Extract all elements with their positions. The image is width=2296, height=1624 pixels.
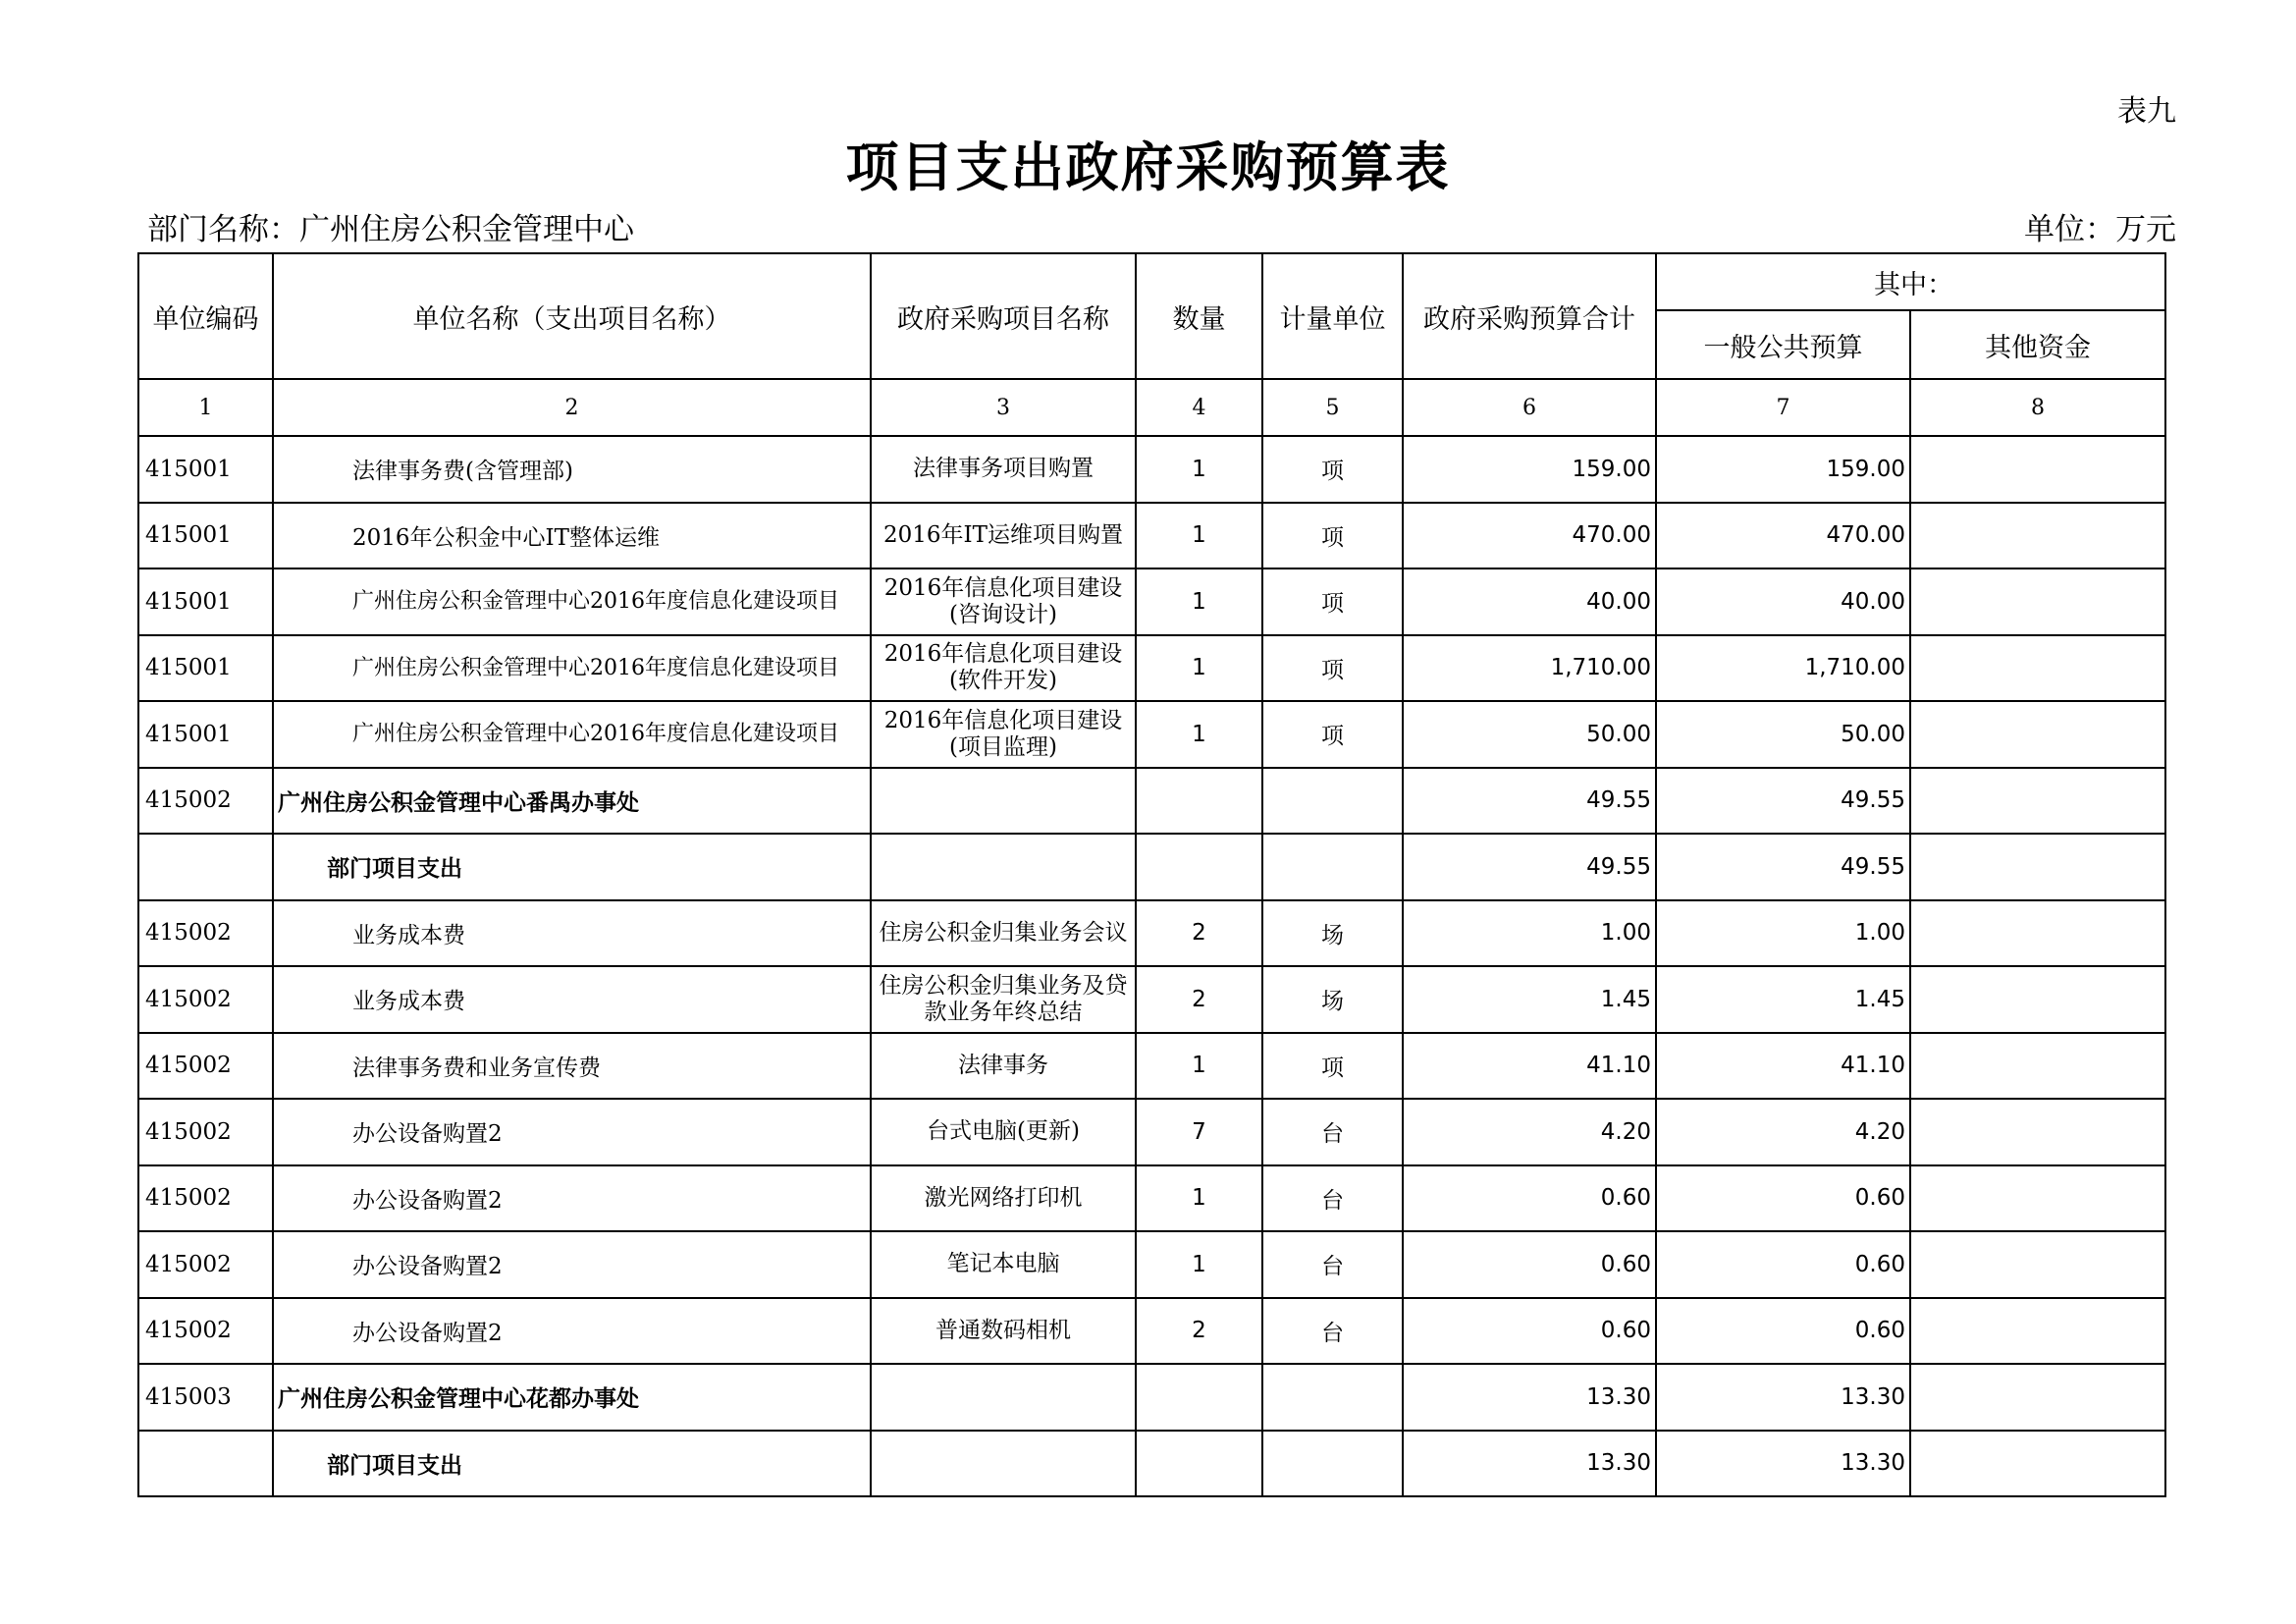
measure-unit-cell: 项 <box>1262 568 1403 635</box>
table-row <box>138 1431 2165 1497</box>
header-name: 单位名称（支出项目名称） <box>273 253 871 379</box>
general-budget-cell: 0.60 <box>1656 1298 1910 1365</box>
total-amount-cell: 4.20 <box>1403 1099 1656 1165</box>
procurement-item-cell: 普通数码相机 <box>871 1298 1136 1365</box>
procurement-item-cell <box>871 834 1136 900</box>
unit-name-text: 广州住房公积金管理中心2016年度信息化建设项目 <box>352 722 839 747</box>
unit-name-text: 法律事务费和业务宣传费 <box>352 1055 601 1081</box>
currency-unit: 单位：万元 <box>2024 212 2176 247</box>
total-amount-cell: 470.00 <box>1403 503 1656 569</box>
measure-unit-cell: 台 <box>1262 1099 1403 1165</box>
other-funds-cell <box>1910 1099 2165 1165</box>
table-row <box>138 966 2165 1033</box>
unit-name-text: 法律事务费(含管理部) <box>352 459 573 485</box>
total-amount-cell: 13.30 <box>1403 1364 1656 1431</box>
procurement-item-cell: 2016年IT运维项目购置 <box>871 503 1136 569</box>
header-of-which: 其中： <box>1656 253 2165 310</box>
measure-unit-cell: 项 <box>1262 436 1403 503</box>
general-budget-cell: 159.00 <box>1656 436 1910 503</box>
unit-code-cell <box>138 1431 273 1497</box>
table-row <box>138 635 2165 702</box>
general-budget-cell: 1.45 <box>1656 966 1910 1033</box>
measure-unit-cell: 台 <box>1262 1165 1403 1232</box>
unit-name-text: 部门项目支出 <box>327 855 462 883</box>
procurement-item-cell: 笔记本电脑 <box>871 1231 1136 1298</box>
unit-name-text: 办公设备购置2 <box>352 1121 503 1148</box>
unit-name-text: 广州住房公积金管理中心2016年度信息化建设项目 <box>352 655 839 680</box>
column-number: 6 <box>1403 379 1656 436</box>
unit-name-cell <box>273 1231 871 1298</box>
quantity-cell: 1 <box>1136 503 1262 569</box>
measure-unit-cell: 项 <box>1262 635 1403 702</box>
unit-code-cell: 415003 <box>138 1364 273 1431</box>
table-row <box>138 1231 2165 1298</box>
quantity-cell: 1 <box>1136 568 1262 635</box>
table-row <box>138 1298 2165 1365</box>
total-amount-cell: 0.60 <box>1403 1165 1656 1232</box>
measure-unit-cell: 项 <box>1262 1033 1403 1100</box>
unit-code-cell: 415001 <box>138 436 273 503</box>
column-number: 5 <box>1262 379 1403 436</box>
procurement-item-cell: 台式电脑(更新) <box>871 1099 1136 1165</box>
table-row <box>138 503 2165 569</box>
measure-unit-cell <box>1262 834 1403 900</box>
other-funds-cell <box>1910 900 2165 967</box>
unit-code-cell: 415002 <box>138 768 273 835</box>
unit-name-cell <box>273 1298 871 1365</box>
procurement-budget-table <box>137 252 2166 1497</box>
unit-name-text: 广州住房公积金管理中心2016年度信息化建设项目 <box>352 589 839 615</box>
quantity-cell: 1 <box>1136 701 1262 768</box>
table-row <box>138 1364 2165 1431</box>
unit-code-cell: 415002 <box>138 1033 273 1100</box>
table-row <box>138 436 2165 503</box>
other-funds-cell <box>1910 503 2165 569</box>
procurement-item-cell <box>871 1364 1136 1431</box>
unit-name-cell <box>273 635 871 702</box>
unit-code-cell: 415002 <box>138 1231 273 1298</box>
procurement-item-cell: 2016年信息化项目建设(项目监理) <box>871 701 1136 768</box>
other-funds-cell <box>1910 1431 2165 1497</box>
quantity-cell: 1 <box>1136 1165 1262 1232</box>
total-amount-cell: 41.10 <box>1403 1033 1656 1100</box>
table-row <box>138 1165 2165 1232</box>
quantity-cell: 2 <box>1136 900 1262 967</box>
unit-name-cell <box>273 1431 871 1497</box>
quantity-cell: 1 <box>1136 635 1262 702</box>
total-amount-cell: 40.00 <box>1403 568 1656 635</box>
unit-name-cell <box>273 1033 871 1100</box>
other-funds-cell <box>1910 1165 2165 1232</box>
procurement-item-cell: 激光网络打印机 <box>871 1165 1136 1232</box>
unit-code-cell: 415002 <box>138 1298 273 1365</box>
procurement-item-cell: 法律事务项目购置 <box>871 436 1136 503</box>
measure-unit-cell <box>1262 768 1403 835</box>
total-amount-cell: 50.00 <box>1403 701 1656 768</box>
measure-unit-cell: 台 <box>1262 1231 1403 1298</box>
table-row <box>138 768 2165 835</box>
procurement-item-cell: 2016年信息化项目建设(软件开发) <box>871 635 1136 702</box>
column-number: 8 <box>1910 379 2165 436</box>
unit-name-text: 办公设备购置2 <box>352 1320 503 1346</box>
page-title: 项目支出政府采购预算表 <box>845 135 1451 198</box>
table-number: 表九 <box>2117 94 2176 129</box>
unit-code-cell: 415002 <box>138 966 273 1033</box>
unit-name-text: 业务成本费 <box>352 922 465 948</box>
procurement-item-cell: 2016年信息化项目建设(咨询设计) <box>871 568 1136 635</box>
procurement-item-cell: 住房公积金归集业务及贷款业务年终总结 <box>871 966 1136 1033</box>
unit-name-text: 广州住房公积金管理中心番禺办事处 <box>278 788 639 816</box>
other-funds-cell <box>1910 568 2165 635</box>
general-budget-cell: 0.60 <box>1656 1231 1910 1298</box>
unit-name-cell <box>273 568 871 635</box>
unit-code-cell: 415002 <box>138 1099 273 1165</box>
unit-name-cell <box>273 1099 871 1165</box>
general-budget-cell: 41.10 <box>1656 1033 1910 1100</box>
unit-name-cell <box>273 503 871 569</box>
quantity-cell: 2 <box>1136 1298 1262 1365</box>
general-budget-cell: 4.20 <box>1656 1099 1910 1165</box>
other-funds-cell <box>1910 1298 2165 1365</box>
unit-name-text: 办公设备购置2 <box>352 1254 503 1280</box>
column-number-row <box>138 379 2165 436</box>
unit-code-cell: 415001 <box>138 568 273 635</box>
general-budget-cell: 50.00 <box>1656 701 1910 768</box>
column-number: 3 <box>871 379 1136 436</box>
unit-code-cell: 415002 <box>138 1165 273 1232</box>
total-amount-cell: 13.30 <box>1403 1431 1656 1497</box>
unit-name-text: 业务成本费 <box>352 989 465 1015</box>
other-funds-cell <box>1910 1033 2165 1100</box>
procurement-item-cell <box>871 1431 1136 1497</box>
unit-name-cell <box>273 1364 871 1431</box>
procurement-item-cell: 住房公积金归集业务会议 <box>871 900 1136 967</box>
total-amount-cell: 1.45 <box>1403 966 1656 1033</box>
other-funds-cell <box>1910 768 2165 835</box>
unit-code-cell: 415001 <box>138 701 273 768</box>
measure-unit-cell <box>1262 1431 1403 1497</box>
other-funds-cell <box>1910 1231 2165 1298</box>
general-budget-cell: 1.00 <box>1656 900 1910 967</box>
quantity-cell: 2 <box>1136 966 1262 1033</box>
department-name: 部门名称：广州住房公积金管理中心 <box>147 212 634 247</box>
unit-name-text: 办公设备购置2 <box>352 1187 503 1214</box>
unit-code-cell <box>138 834 273 900</box>
quantity-cell <box>1136 1431 1262 1497</box>
table-row <box>138 1033 2165 1100</box>
quantity-cell: 1 <box>1136 1033 1262 1100</box>
table-row <box>138 834 2165 900</box>
unit-name-cell <box>273 768 871 835</box>
header-code: 单位编码 <box>138 253 273 379</box>
general-budget-cell: 0.60 <box>1656 1165 1910 1232</box>
unit-code-cell: 415002 <box>138 900 273 967</box>
general-budget-cell: 49.55 <box>1656 834 1910 900</box>
procurement-item-cell: 法律事务 <box>871 1033 1136 1100</box>
unit-name-cell <box>273 900 871 967</box>
general-budget-cell: 49.55 <box>1656 768 1910 835</box>
general-budget-cell: 40.00 <box>1656 568 1910 635</box>
unit-name-cell <box>273 966 871 1033</box>
unit-code-cell: 415001 <box>138 503 273 569</box>
column-number: 4 <box>1136 379 1262 436</box>
other-funds-cell <box>1910 436 2165 503</box>
procurement-item-cell <box>871 768 1136 835</box>
other-funds-cell <box>1910 966 2165 1033</box>
general-budget-cell: 13.30 <box>1656 1364 1910 1431</box>
total-amount-cell: 49.55 <box>1403 834 1656 900</box>
total-amount-cell: 49.55 <box>1403 768 1656 835</box>
quantity-cell <box>1136 768 1262 835</box>
total-amount-cell: 1.00 <box>1403 900 1656 967</box>
general-budget-cell: 13.30 <box>1656 1431 1910 1497</box>
unit-name-text: 2016年公积金中心IT整体运维 <box>352 524 660 551</box>
measure-unit-cell: 场 <box>1262 900 1403 967</box>
total-amount-cell: 0.60 <box>1403 1231 1656 1298</box>
measure-unit-cell: 项 <box>1262 701 1403 768</box>
unit-name-text: 广州住房公积金管理中心花都办事处 <box>278 1385 639 1413</box>
unit-name-text: 部门项目支出 <box>327 1451 462 1479</box>
total-amount-cell: 159.00 <box>1403 436 1656 503</box>
measure-unit-cell: 台 <box>1262 1298 1403 1365</box>
general-budget-cell: 470.00 <box>1656 503 1910 569</box>
unit-name-cell <box>273 436 871 503</box>
column-number: 2 <box>273 379 871 436</box>
unit-name-cell <box>273 701 871 768</box>
other-funds-cell <box>1910 834 2165 900</box>
total-amount-cell: 1,710.00 <box>1403 635 1656 702</box>
unit-name-cell <box>273 834 871 900</box>
quantity-cell <box>1136 834 1262 900</box>
measure-unit-cell <box>1262 1364 1403 1431</box>
measure-unit-cell: 场 <box>1262 966 1403 1033</box>
quantity-cell <box>1136 1364 1262 1431</box>
header-general-budget: 一般公共预算 <box>1656 310 1910 379</box>
quantity-cell: 7 <box>1136 1099 1262 1165</box>
other-funds-cell <box>1910 635 2165 702</box>
table-row <box>138 1099 2165 1165</box>
other-funds-cell <box>1910 701 2165 768</box>
other-funds-cell <box>1910 1364 2165 1431</box>
header-procurement: 政府采购项目名称 <box>871 253 1136 379</box>
unit-code-cell: 415001 <box>138 635 273 702</box>
header-other-funds: 其他资金 <box>1910 310 2165 379</box>
quantity-cell: 1 <box>1136 1231 1262 1298</box>
header-quantity: 数量 <box>1136 253 1262 379</box>
column-number: 7 <box>1656 379 1910 436</box>
header-measure-unit: 计量单位 <box>1262 253 1403 379</box>
general-budget-cell: 1,710.00 <box>1656 635 1910 702</box>
unit-name-cell <box>273 1165 871 1232</box>
table-row <box>138 701 2165 768</box>
measure-unit-cell: 项 <box>1262 503 1403 569</box>
header-total: 政府采购预算合计 <box>1403 253 1656 379</box>
table-row <box>138 568 2165 635</box>
quantity-cell: 1 <box>1136 436 1262 503</box>
table-row <box>138 900 2165 967</box>
total-amount-cell: 0.60 <box>1403 1298 1656 1365</box>
column-number: 1 <box>138 379 273 436</box>
